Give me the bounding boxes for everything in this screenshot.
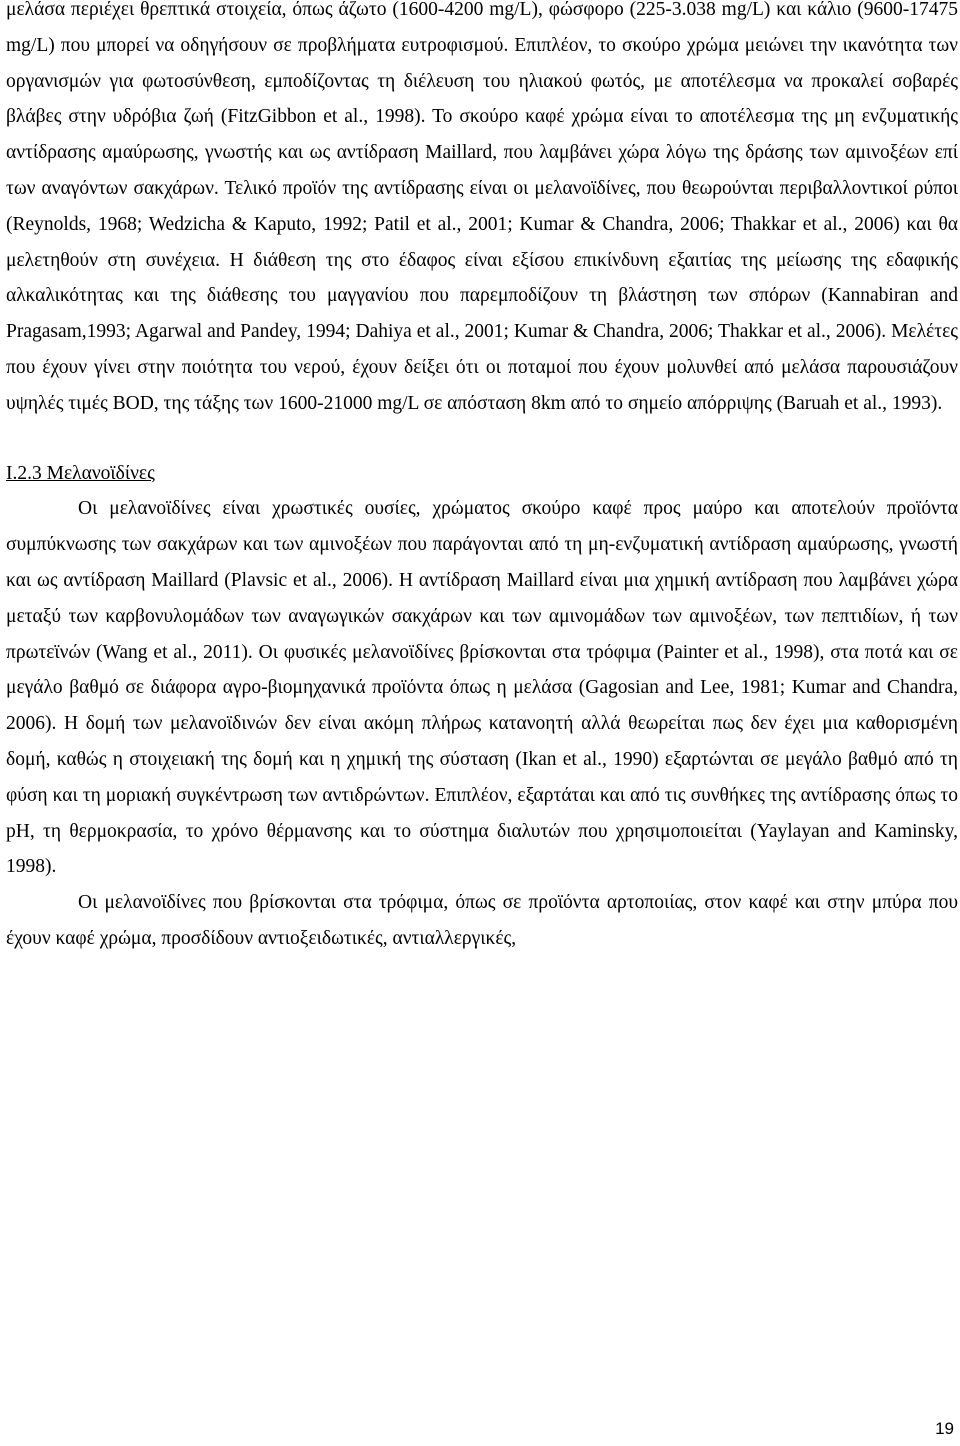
body-paragraph: Οι μελανοϊδίνες που βρίσκονται στα τρόφιμα, όπως σε προϊόντα αρτοποιίας, στον καφέ και στην μπύρα που έχουν καφέ χρώμα, προσδίδουν αντιοξειδωτικές, αντιαλλεργικές,	[6, 892, 958, 949]
body-paragraph: Οι μελανοϊδίνες είναι χρωστικές ουσίες, χρώματος σκούρο καφέ προς μαύρο και αποτελούν προϊόντα συμπύκνωσης των σακχάρων και των αμινοξέων που παράγονται από τη μη-ενζυματική αντίδραση αμαύρωσης, γνωστή και ως αντίδραση Maillard (Plavsic et al., 2006). Η αντίδραση Maillard είναι μια χημική αντίδραση που λαμβάνει χώρα μεταξύ των καρβονυλομάδων των αναγωγικών σακχάρων και των αμινομάδων των αμινοξέων, των πεπτιδίων, ή των πρωτεϊνών (Wang et al., 2011). Οι φυσικές μελανοϊδίνες βρίσκονται στα τρόφιμα (Painter et al., 1998), στα ποτά και σε μεγάλο βαθμό σε διάφορα αγρο-βιομηχανικά προϊόντα όπως η μελάσα (Gagosian and Lee, 1981; Kumar and Chandra, 2006). Η δομή των μελανοϊδινών δεν είναι ακόμη πλήρως κατανοητή αλλά θεωρείται πως δεν έχει μια καθορισμένη δομή, καθώς η στοιχειακή της δομή και η χημική της σύσταση (Ikan et al., 1990) εξαρτώνται σε μεγάλο βαθμό από τη φύση και τη μοριακή συγκέντρωση των αντιδρώντων. Επιπλέον, εξαρτάται και από τις συνθήκες της αντίδρασης όπως το pH, τη θερμοκρασία, το χρόνο θέρμανσης και το σύστημα διαλυτών που χρησιμοποιείται (Yaylayan and Kaminsky, 1998).	[6, 498, 958, 878]
body-paragraph: μελάσα περιέχει θρεπτικά στοιχεία, όπως άζωτο (1600-4200 mg/L), φώσφορο (225-3.038 mg/L) και κάλιο (9600-17475 mg/L) που μπορεί να οδηγήσουν σε προβλήματα ευτροφισμού. Επιπλέον, το σκούρο χρώμα μειώνει την ικανότητα των οργανισμών για φωτοσύνθεση, εμποδίζοντας τη διέλευση του ηλιακού φωτός, με αποτέλεσμα να προκαλεί σοβαρές βλάβες στην υδρόβια ζωή (FitzGibbon et al., 1998). Το σκούρο καφέ χρώμα είναι το αποτέλεσμα της μη ενζυματικής αντίδρασης αμαύρωσης, γνωστής και ως αντίδραση Maillard, που λαμβάνει χώρα λόγω της δράσης των αμινοξέων επί των αναγόντων σακχάρων. Τελικό προϊόν της αντίδρασης είναι οι μελανοϊδίνες, που θεωρούνται περιβαλλοντικοί ρύποι (Reynolds, 1968; Wedzicha & Kaputo, 1992; Patil et al., 2001; Kumar & Chandra, 2006; Thakkar et al., 2006) και θα μελετηθούν στη συνέχεια. Η διάθεση της στο έδαφος είναι εξίσου επικίνδυνη εξαιτίας της μείωσης της εδαφικής αλκαλικότητας και της διάθεσης του μαγγανίου που παρεμποδίζουν τη βλάστηση των σπόρων (Kannabiran and Pragasam,1993; Agarwal and Pandey, 1994; Dahiya et al., 2001; Kumar & Chandra, 2006; Thakkar et al., 2006). Μελέτες που έχουν γίνει στην ποιότητα του νερού, έχουν δείξει ότι οι ποταμοί που έχουν μολυνθεί από μελάσα παρουσιάζουν υψηλές τιμές BOD, της τάξης των 1600-21000 mg/L σε απόσταση 8km από το σημείο απόρριψης (Baruah et al., 1993).	[6, 0, 958, 414]
section-heading: Ι.2.3 Μελανοϊδίνες	[6, 462, 155, 484]
page-number: 19	[935, 1419, 954, 1438]
